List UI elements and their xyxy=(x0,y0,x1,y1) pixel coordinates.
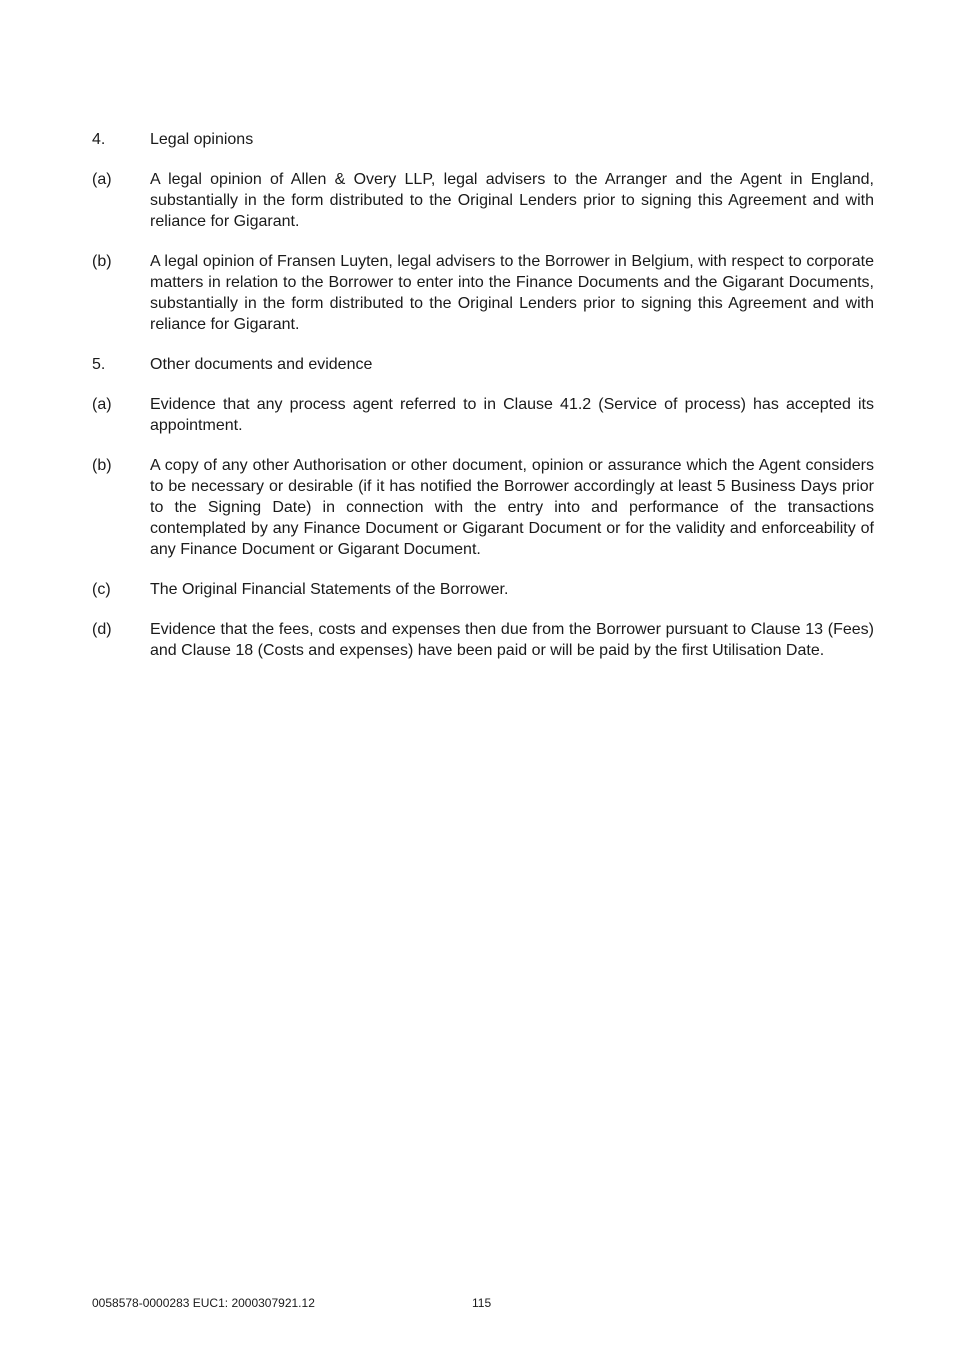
item-marker: (b) xyxy=(92,457,112,474)
page-number: 115 xyxy=(472,1296,492,1310)
section-heading-other-documents xyxy=(92,354,874,375)
section-number: 5. xyxy=(92,356,106,373)
item-text: A legal opinion of Fransen Luyten, legal advisers to the Borrower in Belgium, with respect to corporate matters in relation to the Borrower to enter into the Finance Documents and the Gigarant Documents, substantially in the form distributed to the Original Lenders prior to signing this Agreement and with reliance for Gigarant. xyxy=(150,253,874,333)
item-marker: (c) xyxy=(92,581,111,598)
section-number: 4. xyxy=(92,131,106,148)
item-marker: (a) xyxy=(92,396,112,413)
document-body xyxy=(92,129,874,680)
item-marker: (b) xyxy=(92,253,112,270)
item-text: Evidence that the fees, costs and expenses then due from the Borrower pursuant to Clause 13 (Fees) and Clause 18 (Costs and expenses) have been paid or will be paid by the first Utilisation Date. xyxy=(150,621,874,659)
list-item xyxy=(92,169,874,232)
section-title: Legal opinions xyxy=(150,131,254,148)
footer-reference: 0058578-0000283 EUC1: 2000307921.12 xyxy=(92,1296,315,1310)
section-title: Other documents and evidence xyxy=(150,356,373,373)
list-item xyxy=(92,455,874,560)
item-text: The Original Financial Statements of the Borrower. xyxy=(150,581,509,598)
item-marker: (a) xyxy=(92,171,112,188)
item-text: A legal opinion of Allen & Overy LLP, legal advisers to the Arranger and the Agent in England, substantially in the form distributed to the Original Lenders prior to signing this Agreement and with reliance for Gigarant. xyxy=(150,171,874,230)
item-text: Evidence that any process agent referred to in Clause 41.2 (Service of process) has accepted its appointment. xyxy=(150,396,874,434)
list-item xyxy=(92,579,874,600)
list-item xyxy=(92,394,874,436)
list-item xyxy=(92,251,874,335)
list-item xyxy=(92,619,874,661)
section-heading-legal-opinions xyxy=(92,129,874,150)
item-text: A copy of any other Authorisation or other document, opinion or assurance which the Agent considers to be necessary or desirable (if it has notified the Borrower accordingly at least 5 Business Days prior to the Signing Date) in connection with the entry into and performance of the transactions contemplated by any Finance Document or Gigarant Document or for the validity and enforceability of any Finance Document or Gigarant Document. xyxy=(150,457,874,558)
item-marker: (d) xyxy=(92,621,112,638)
